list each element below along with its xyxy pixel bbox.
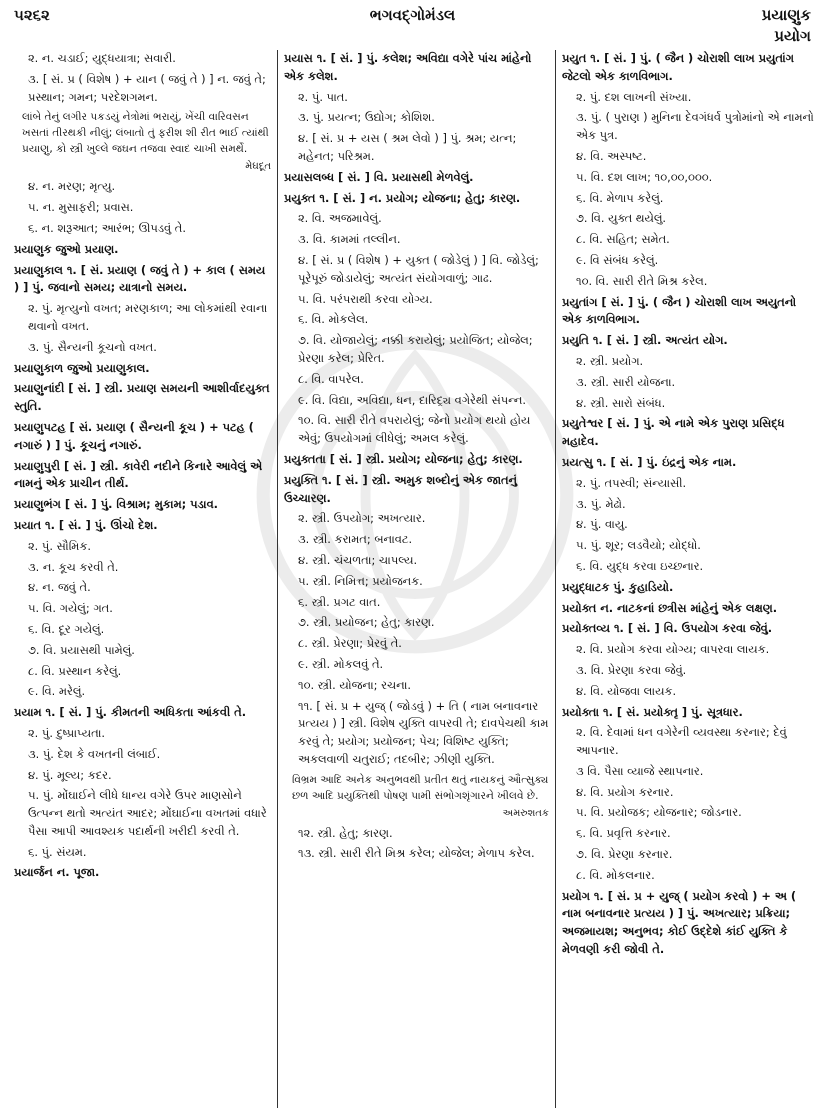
sense-entry: ૨. પું. પાત. bbox=[298, 89, 348, 104]
sense-entry: ૧૩. સ્ત્રી. સારી રીતે મિશ્ર કરેલ; યોજેલ; મેળાપ કરેલ. bbox=[298, 846, 535, 861]
sense-entry: ૬. વિ. મેળાપ કરેલું. bbox=[576, 190, 664, 205]
headword-entry: પ્રયુતાંગ [ સં. ] પું. ( જૈન ) ચોરાશી લાખ અયુતનો એક કાળવિભાગ. bbox=[562, 294, 797, 327]
sense-entry: ૯. વિ સંબંધ કરેલું. bbox=[576, 252, 659, 267]
sense-entry: ૫. વિ. ગયેલું; ગત. bbox=[28, 601, 113, 616]
headword-entry: પ્રયાસલબ્ધ [ સં. ] વિ. પ્રયાસથી મેળવેલું. bbox=[284, 169, 474, 184]
sense-entry: ૧૦. વિ. સારી રીતે મિશ્ર કરેલ. bbox=[576, 273, 708, 288]
headword-entry: પ્રયાર્જન ન. પૂજા. bbox=[14, 865, 100, 880]
headword-entry: પ્રયાણુભંગ [ સં. ] પું. વિશ્રામ; મુકામ; પડાવ. bbox=[14, 497, 218, 512]
sense-entry: ૨. પું. મૃત્યુનો વખત; મરણકાળ; આ લોકમાંથી રવાના થવાનો વખત. bbox=[28, 301, 268, 333]
sense-entry: ૪. પું. વાયુ. bbox=[576, 517, 628, 532]
sense-entry: ૩. પું. પ્રયત્ન; ઉદ્યોગ; કોશિશ. bbox=[298, 110, 435, 125]
headword-entry: પ્રયાત ૧. [ સં. ] પું. ઊંચો દેશ. bbox=[14, 517, 158, 532]
sense-entry: ૩. પું. ( પુરાણ ) મુનિના દેવગંધર્વ પુત્રોમાંનો એ નામનો એક પુત્ર. bbox=[576, 110, 814, 143]
headword-entry: પ્રયુદ્ધાટક પું. કુહાડિયો. bbox=[562, 579, 674, 594]
citation-quote: લાંબે તેનું લગીર પકડયું નેત્રોમાં ભરાયું, ખેંચી વારિવસન ખસતાં તીરથકી નીલું; લંબાતો તું ફરીશ શી રીત ભાઈ ત્યાંથી પ્રયાણુ, કો સ્ત્રી ખુલ્લે જઘન તજવા સ્વાદ ચાખી સમર્થે. bbox=[22, 111, 269, 156]
sense-entry: ૩. વિ. પ્રેરણા કરવા જેવું. bbox=[576, 662, 687, 677]
sense-entry: ૮. વિ. વાપરેલ. bbox=[298, 371, 364, 386]
headword-entry: પ્રયાણુકાળ જુઓ પ્રયાણુકાલ. bbox=[14, 360, 150, 375]
sense-entry: ૩ વિ. પૈસા વ્યાજે સ્થાપનાર. bbox=[576, 763, 704, 778]
sense-entry: ૩. સ્ત્રી. કરામત; બનાવટ. bbox=[298, 532, 413, 547]
sense-entry: ૭. વિ. યુક્ત થયેલું. bbox=[576, 211, 667, 226]
sense-entry: ૧૧. [ સં. પ્ર + યુજ્ ( જોડવું ) + તિ ( નામ બનાવનાર પ્રત્યય ) ] સ્ત્રી. વિશેષ યુક્તિ વાપરવી તે; દાવપેચથી કામ કરવું તે; પ્રયોગ; પ્રયોજન; પેચ; વિશિષ્ટ યુક્તિ; અકલવાળી ચતુરાઈ; તદબીર; ઝીણી યુક્તિ. bbox=[298, 698, 549, 766]
sense-entry: ૨. પું. સૌમિક. bbox=[28, 538, 91, 553]
sense-entry: ૨. વિ. પ્રયોગ કરવા યોગ્ય; વાપરવા લાયક. bbox=[576, 642, 770, 657]
dictionary-columns bbox=[8, 50, 820, 1108]
sense-entry: ૮. સ્ત્રી. પ્રેરણા; પ્રેરવું તે. bbox=[298, 636, 402, 651]
sense-entry: ૨. પું. દશ લાખની સંખ્યા. bbox=[576, 89, 692, 104]
sense-entry: ૯. વિ. મરેલું. bbox=[28, 684, 86, 699]
sense-entry: ૭. વિ. યોજાયેલું; નક્કી કરાયેલું; પ્રયોજિત; યોજેલ; પ્રેરણા કરેલ; પ્રેરિત. bbox=[298, 333, 533, 365]
sense-entry: ૬. વિ. પ્રવૃત્તિ કરનાર. bbox=[576, 826, 671, 841]
headword-entry: પ્રયોગ ૧. [ સં. પ્ર + યુજ્ ( પ્રયોગ કરવો ) + અ ( નામ બનાવનાર પ્રત્યય ) ] પું. અખત્યાર; પ્રક્રિયા; અજમાયશ; અનુભવ; કોઈ ઉદ્દેશે કાંઈ યુક્તિ કે મેળવણી કરી જોવી તે. bbox=[562, 888, 797, 957]
guide-word-last: પ્રયોગ bbox=[774, 27, 811, 45]
sense-entry: ૩. સ્ત્રી. સારી યોજના. bbox=[576, 374, 676, 389]
headword-entry: પ્રયાણુપટહ [ સં. પ્રયાણ ( સૈન્યની કૂચ ) + પટહ ( નગારું ) ] પું. કૂચનું નગારું. bbox=[14, 419, 254, 452]
sense-entry: ૩. પું. દેશ કે વખતની લંબાઈ. bbox=[28, 746, 161, 761]
headword-entry: પ્રયાણુનાંદી [ સં. ] સ્ત્રી. પ્રયાણ સમયની આશીર્વાદયુક્ત સ્તુતિ. bbox=[14, 381, 270, 414]
sense-entry: ૧૦. વિ. સારી રીતે વપરાયેલું; જેનો પ્રયોગ થયો હોય એવું; ઉપયોગમાં લીધેલું; અમલ કરેલું. bbox=[298, 413, 531, 446]
headword-entry: પ્રયુક્ત ૧. [ સં. ] ન. પ્રયોગ; યોજના; હેતુ; કારણ. bbox=[284, 190, 521, 205]
headword-entry: પ્રયુતેશ્વર [ સં. ] પું. એ નામે એક પુરાણ પ્રસિદ્ધ મહાદેવ. bbox=[562, 416, 785, 449]
headword-entry: પ્રયોક્તા ૧. [ સં. પ્રયોક્તૃ ] પું. સૂત્રધાર. bbox=[562, 704, 743, 719]
sense-entry: ૨. પું. દુષ્પ્રાપ્યતા. bbox=[28, 725, 106, 740]
column-3 bbox=[556, 50, 820, 1108]
sense-entry: ૬. પું. સંયમ. bbox=[28, 844, 87, 859]
sense-entry: ૨. પું. તપસ્વી; સંન્યાસી. bbox=[576, 475, 687, 490]
sense-entry: ૨. ન. ચડાઈ; યુદ્ધયાત્રા; સવારી. bbox=[28, 51, 176, 65]
sense-entry: ૫. ન. મુસાફરી; પ્રવાસ. bbox=[28, 200, 134, 215]
sense-entry: ૪. વિ. યોજવા લાયક. bbox=[576, 683, 677, 698]
column-1 bbox=[8, 50, 278, 1108]
sense-entry: ૧૦. સ્ત્રી. યોજના; રચના. bbox=[298, 677, 411, 692]
headword-entry: પ્રયત્સુ ૧. [ સં. ] પું. ઇંદ્રનું એક નામ. bbox=[562, 454, 737, 469]
headword-entry: પ્રયામ ૧. [ સં. ] પું. કીમતની અધિકતા આંકવી તે. bbox=[14, 705, 247, 720]
sense-entry: ૯. વિ. વિદ્યા, અવિદ્યા, ધન, દારિદ્ર્ય વગેરેથી સંપન્ન. bbox=[298, 392, 526, 407]
sense-entry: ૭. સ્ત્રી. પ્રયોજન; હેતુ; કારણ. bbox=[298, 615, 435, 630]
sense-entry: ૫. પું. શૂર; લડવૈયો; યોદ્ધો. bbox=[576, 538, 701, 553]
column-2 bbox=[278, 50, 556, 1108]
sense-entry: ૬. સ્ત્રી. પ્રગટ વાત. bbox=[298, 594, 381, 609]
sense-entry: ૪. પું. મૂલ્ય; કદર. bbox=[28, 767, 112, 782]
sense-entry: ૩. ન. કૂચ કરવી તે. bbox=[28, 559, 119, 574]
page-title: ભગવદ્ગોમંડલ bbox=[369, 6, 456, 24]
sense-entry: ૭. વિ. પ્રેરણા કરનાર. bbox=[576, 847, 673, 862]
sense-entry: ૪. સ્ત્રી. ચંચળતા; ચાપલ્ય. bbox=[298, 552, 418, 567]
sense-entry: ૨. વિ. અજમાવેલું. bbox=[298, 211, 382, 226]
sense-entry: ૪. [ સં. પ્ર + યસ ( શ્રમ લેવો ) ] પું. શ્રમ; યત્ન; મહેનત; પરિશ્રમ. bbox=[298, 131, 517, 163]
page-number: ૫૨૬૨ bbox=[14, 6, 50, 24]
sense-entry: ૫. વિ. પરંપરાથી કરવા યોગ્ય. bbox=[298, 291, 433, 306]
citation-quote: વિભ્રમ આદિ અનેક અનુભવથી પ્રતીત થતું નાયકનું ઔત્સુક્ય છળ આદિ પ્રયુક્તિથી પોષણ પામી સંભોગશૃંગારને ખીલવે છે. bbox=[292, 773, 549, 802]
headword-entry: પ્રયાણુપુરી [ સં. ] સ્ત્રી. કાવેરી નદીને કિનારે આવેલું એ નામનું એક પ્રાચીન તીર્થ. bbox=[14, 458, 263, 491]
sense-entry: ૬. વિ. મોકલેલ. bbox=[298, 312, 369, 327]
headword-entry: પ્રયાસ ૧. [ સં. ] પું. કલેશ; અવિદ્યા વગેરે પાંચ માંહેનો એક કલેશ. bbox=[284, 51, 532, 83]
sense-entry: ૫. વિ. દશ લાખ; ૧૦,૦૦,૦૦૦. bbox=[576, 169, 713, 184]
headword-entry: પ્રયુક્તિ ૧. [ સં. ] સ્ત્રી. અમુક શબ્દોનું એક જાતનું ઉચ્ચારણ. bbox=[284, 472, 518, 505]
sense-entry: ૫. પું. મોંઘાઈને લીધે ધાન્ય વગેરે ઉપર માણસોને ઉત્પન્ન થતો અત્યંત આદર; મોંઘાઈના વખતમાં વધારે પૈસા આપી આવશ્યક પદાર્થની ખરીદી કરવી તે. bbox=[28, 788, 267, 838]
sense-entry: ૩. પું. સૈન્યની કૂચનો વખત. bbox=[28, 339, 157, 354]
headword-entry: પ્રયુક્તતા [ સં. ] સ્ત્રી. પ્રયોગ; યોજના; હેતુ; કારણ. bbox=[284, 451, 523, 466]
sense-entry: ૫. વિ. પ્રયોજક; યોજનાર; જોડનાર. bbox=[576, 805, 742, 820]
sense-entry: ૬. વિ. યુદ્ધ કરવા ઇચ્છનાર. bbox=[576, 558, 704, 573]
headword-entry: પ્રયોક્ત ન. નાટકનાં છત્રીસ માંહેનું એક લક્ષણ. bbox=[562, 600, 778, 615]
sense-entry: ૩. પું. મેઢો. bbox=[576, 496, 626, 511]
guide-word-first: પ્રયાણુક bbox=[761, 6, 811, 24]
sense-entry: ૮. વિ. સહિત; સમેત. bbox=[576, 232, 670, 247]
sense-entry: ૨. સ્ત્રી. ઉપયોગ; અખત્યાર. bbox=[298, 511, 426, 526]
sense-entry: ૪. સ્ત્રી. સારો સંબંધ. bbox=[576, 395, 666, 410]
sense-entry: ૪. ન. જવું તે. bbox=[28, 580, 91, 595]
citation-source: અમરુશતક bbox=[502, 807, 549, 819]
headword-entry: પ્રયોક્તવ્ય ૧. [ સં. ] વિ. ઉપયોગ કરવા જેવું. bbox=[562, 621, 773, 636]
headword-entry: પ્રયાણુકાલ ૧. [ સં. પ્રયાણ ( જવું તે ) + કાલ ( સમય ) ] પું. જવાનો સમય; યાત્રાનો સમય. bbox=[14, 262, 266, 295]
sense-entry: ૯. સ્ત્રી. મોકલવું તે. bbox=[298, 656, 384, 671]
sense-entry: ૩. વિ. કામમાં તલ્લીન. bbox=[298, 232, 401, 247]
sense-entry: ૪. [ સં. પ્ર ( વિશેષ ) + યુક્ત ( જોડેલું ) ] વિ. જોડેલું; પૂરેપૂરું જોડાયેલું; અત્યંત સંયોગવાળું; ગાઢ. bbox=[298, 252, 539, 285]
sense-entry: ૭. વિ. પ્રયાસથી પામેલું. bbox=[28, 642, 135, 657]
sense-entry: ૮. વિ. મોકલનાર. bbox=[576, 867, 655, 882]
sense-entry: ૬. ન. શરૂઆત; આરંભ; ઊપડવું તે. bbox=[28, 220, 186, 235]
headword-entry: પ્રયુતિ ૧. [ સં. ] સ્ત્રી. અત્યંત યોગ. bbox=[562, 333, 728, 348]
citation-source: મેઘદૂત bbox=[245, 161, 271, 173]
sense-entry: ૮. વિ. પ્રસ્થાન કરેલું. bbox=[28, 663, 122, 678]
sense-entry: ૫. સ્ત્રી. નિમિત્ત; પ્રયોજનક. bbox=[298, 573, 423, 588]
headword-entry: પ્રયાણુક જુઓ પ્રયાણ. bbox=[14, 241, 119, 256]
sense-entry: ૬. વિ. દૂર ગયેલું. bbox=[28, 621, 105, 636]
sense-entry: ૪. ન. મરણ; મૃત્યુ. bbox=[28, 179, 116, 194]
page-header bbox=[0, 0, 825, 48]
sense-entry: ૪. વિ. પ્રયોગ કરનાર. bbox=[576, 784, 674, 799]
sense-entry: ૧૨. સ્ત્રી. હેતુ; કારણ. bbox=[298, 825, 393, 840]
headword-entry: પ્રયુત ૧. [ સં. ] પું. ( જૈન ) ચોરાશી લાખ પ્રયુતાંગ જેટલો એક કાળવિભાગ. bbox=[562, 51, 794, 83]
sense-entry: ૪. વિ. અસ્પષ્ટ. bbox=[576, 148, 647, 163]
sense-entry: ૨. વિ. દેવામાં ધન વગેરેની વ્યવસ્થા કરનાર; દેવું આપનાર. bbox=[576, 725, 787, 758]
sense-entry: ૩. [ સં. પ્ર ( વિશેષ ) + યાન ( જવું તે ) ] ન. જવું તે; પ્રસ્થાન; ગમન; પરદેશગમન. bbox=[28, 71, 266, 104]
sense-entry: ૨. સ્ત્રી. પ્રયોગ. bbox=[576, 353, 644, 368]
